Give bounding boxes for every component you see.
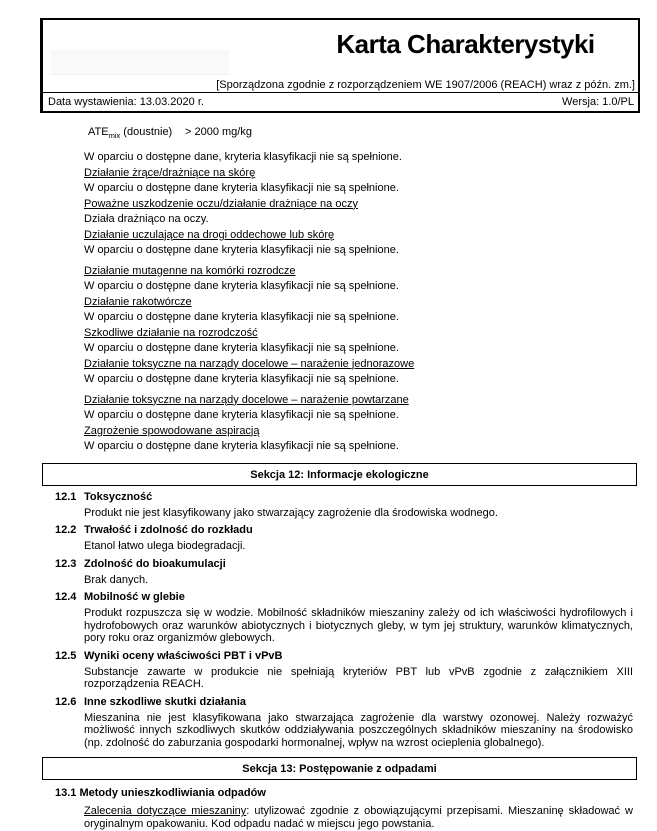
ate-subscript: mix — [108, 131, 121, 141]
header-title-area — [43, 20, 638, 92]
ate-value: > 2000 mg/kg — [185, 126, 252, 138]
section-paragraph: Mieszanina nie jest klasyfikowana jako stwarzająca zagrożenie dla warstwy ozonowej. Należy rozważyć możliwość innych szkodliwych skutków oddziaływania poszczególnych składników mieszaniny na środowisko (np. zdolność do zaburzania gospodarki hormonalnej, wpływ na wzrost ocieplenia globalnego). — [84, 711, 633, 749]
section-13-1-subtitle: 13.1 Metody unieszkodliwiania odpadów — [55, 787, 266, 800]
tox-statement: W oparciu o dostępne dane kryteria klasyfikacji nie są spełnione. — [84, 182, 399, 195]
section-number: 12.6 — [55, 695, 77, 708]
section-number: 12.2 — [55, 524, 77, 537]
section-subtitle: Trwałość i zdolność do rozkładu — [84, 524, 253, 537]
section-paragraph: Produkt rozpuszcza się w wodzie. Mobilność składników mieszaniny zależy od ich właściwości hydrofilowych i hydrofobowych oraz warunków abiotycznych i biotycznych gleby, w tym jej struktury, warunków klimatycznych, pory roku oraz organizmów glebowych. — [84, 607, 633, 645]
tox-statement: W oparciu o dostępne dane kryteria klasyfikacji nie są spełnione. — [84, 244, 399, 257]
tox-hazard-heading: Poważne uszkodzenie oczu/działanie drażniące na oczy — [84, 197, 358, 210]
section-12-1 — [55, 491, 633, 520]
document-page — [0, 18, 657, 831]
section-subtitle: Wyniki oceny właściwości PBT i vPvB — [84, 649, 283, 662]
section-paragraph: Substancje zawarte w produkcie nie spełniają kryteriów PBT lub vPvB zgodnie z załącznikiem XIII rozporządzenia REACH. — [84, 665, 633, 691]
section-subtitle: Inne szkodliwe skutki działania — [84, 695, 246, 708]
section-12-5 — [55, 650, 633, 691]
toxicology-block — [84, 125, 633, 455]
tox-statement: W oparciu o dostępne dane kryteria klasyfikacji nie są spełnione. — [84, 409, 399, 422]
section-subtitle: Zdolność do bioakumulacji — [84, 557, 226, 570]
version-label: Wersja: 1.0/PL — [562, 95, 634, 108]
tox-statement: W oparciu o dostępne dane kryteria klasyfikacji nie są spełnione. — [84, 373, 399, 386]
tox-hazard-heading: Działanie uczulające na drogi oddechowe lub skórę — [84, 228, 335, 241]
section-number: 12.1 — [55, 490, 77, 503]
section-12-3 — [55, 558, 633, 587]
tox-hazard-heading: Działanie żrące/drażniące na skórę — [84, 166, 256, 179]
section-paragraph: Brak danych. — [84, 573, 149, 586]
ate-label: $ATE_{mix}$ (doustnie) — [88, 126, 173, 141]
section-paragraph: Produkt nie jest klasyfikowany jako stwarzający zagrożenie dla środowiska wodnego. — [84, 506, 498, 519]
section-12-6 — [55, 696, 633, 750]
header-meta-row — [43, 92, 638, 111]
section-paragraph: Etanol łatwo ulega biodegradacji. — [84, 540, 246, 553]
section-subtitle: Mobilność w glebie — [84, 591, 185, 604]
tox-statement: W oparciu o dostępne dane kryteria klasyfikacji nie są spełnione. — [84, 440, 399, 453]
tox-hazard-heading: Zagrożenie spowodowane aspiracją — [84, 424, 260, 437]
issue-date-label: Data wystawienia: 13.03.2020 r. — [48, 95, 204, 108]
paragraph-rest: : utylizować zgodnie z obowiązującymi przepisami. Mieszaninę składować w oryginalnym opakowaniu. Kod odpadu nadać w miejscu jego powstania. — [84, 805, 633, 831]
ate-row — [88, 125, 633, 143]
tox-statement: W oparciu o dostępne dane kryteria klasyfikacji nie są spełnione. — [84, 342, 399, 355]
section-number: 12.3 — [55, 557, 77, 570]
page-title: Karta Charakterystyki — [336, 29, 595, 59]
section-12-4 — [55, 591, 633, 645]
tox-hazard-heading: Działanie toksyczne na narządy docelowe – narażenie jednorazowe — [84, 357, 415, 370]
tox-statement: W oparciu o dostępne dane kryteria klasyfikacji nie są spełnione. — [84, 280, 399, 293]
section-subtitle: Toksyczność — [84, 490, 153, 503]
tox-statement: W oparciu o dostępne dane kryteria klasyfikacji nie są spełnione. — [84, 311, 399, 324]
section-12-header: Sekcja 12: Informacje ekologiczne — [42, 463, 637, 486]
document-header — [40, 18, 640, 113]
tox-hazard-heading: Szkodliwe działanie na rozrodczość — [84, 326, 258, 339]
tox-hazard-heading: Działanie toksyczne na narządy docelowe – narażenie powtarzane — [84, 393, 409, 406]
tox-statement: W oparciu o dostępne dane, kryteria klasyfikacji nie są spełnione. — [84, 151, 402, 164]
tox-hazard-heading: Działanie rakotwórcze — [84, 295, 192, 308]
section-number: 12.4 — [55, 591, 77, 604]
paragraph-lead-underlined: Zalecenia dotyczące mieszaniny — [84, 805, 247, 818]
section-12-2 — [55, 524, 633, 553]
header-subtitle: [Sporządzona zgodnie z rozporządzeniem WE 1907/2006 (REACH) wraz z późn. zm.] — [216, 79, 635, 91]
section-paragraph — [84, 805, 633, 831]
tox-hazard-heading: Działanie mutagenne na komórki rozrodcze — [84, 264, 296, 277]
section-13-header: Sekcja 13: Postępowanie z odpadami — [42, 757, 637, 780]
tox-statement: Działa drażniąco na oczy. — [84, 213, 209, 226]
section-number: 12.5 — [55, 649, 77, 662]
